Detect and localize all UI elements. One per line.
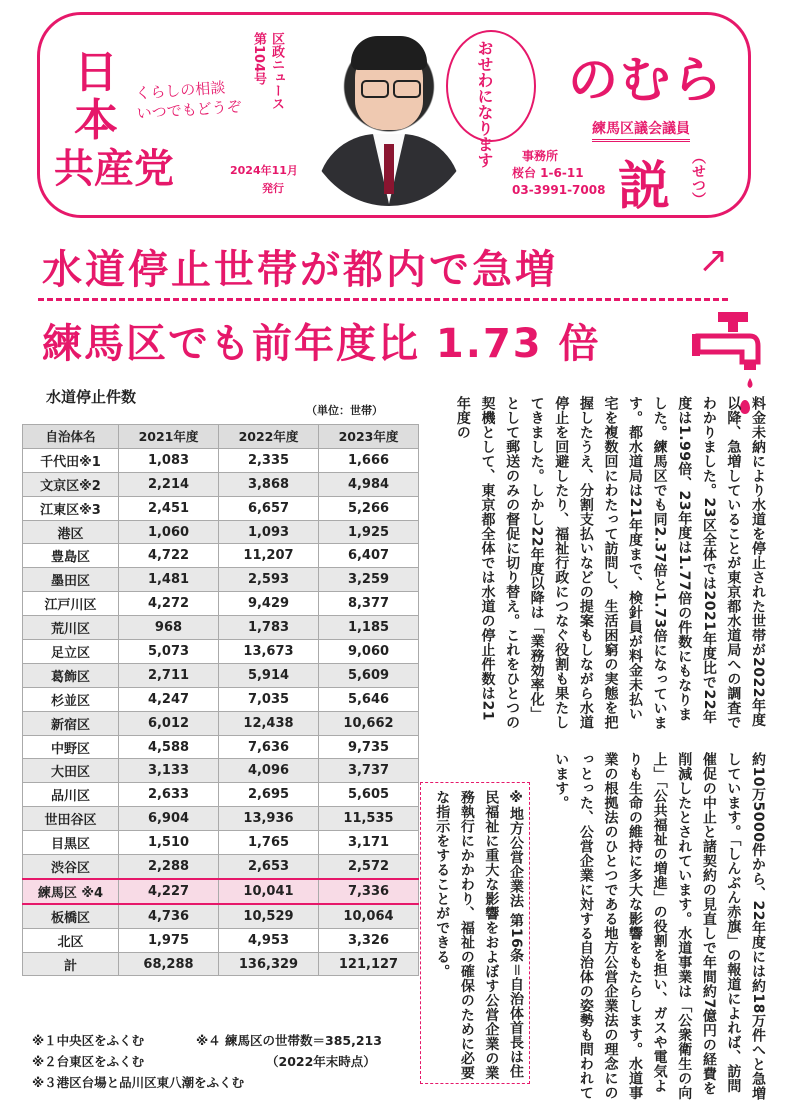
municipality-cell: 大田区 (23, 759, 119, 783)
table-row (23, 735, 419, 759)
municipality-cell: 杉並区 (23, 687, 119, 711)
party-logo (54, 47, 174, 192)
col-header: 2021年度 (119, 425, 219, 449)
water-stop-table (22, 424, 419, 976)
article-body-2: 約10万5000件から、22年度には約18万件へと急増しています。「しんぶん赤旗」の報道によれば、訪問催促の中止と諸契約の見直しで年間約7億円の経費を削減したとされています。水道事業は「公衆衛生の向上」「公共福祉の増進」の役割を担い、ガスや電気よりも生命の維持に多大な影響をもたらします。水道事業の根拠法のひとつである地方公営企業法の理念にのっとった、公営企業に対する自治体の姿勢も問われています。 (553, 752, 766, 1101)
count-cell: 2,711 (119, 663, 219, 687)
count-cell: 4,588 (119, 735, 219, 759)
count-cell: 2,633 (119, 783, 219, 807)
law-note-text: ※地方公営企業法 第16条＝自治体首長は住民福祉に重大な影響をおよぼす公営企業の業務執行にかかわり、福祉の確保のために必要な指示をすることができる。 (434, 790, 524, 1080)
party-char-1: 日 (74, 47, 118, 98)
office-phone: 03-3991-7008 (512, 183, 606, 197)
count-cell: 6,657 (219, 496, 319, 520)
count-cell: 5,073 (119, 640, 219, 664)
divider (38, 298, 728, 301)
count-cell: 4,953 (219, 928, 319, 952)
table-row (23, 592, 419, 616)
party-char-2: 本 (74, 95, 118, 146)
municipality-cell: 文京区※2 (23, 472, 119, 496)
count-cell: 2,288 (119, 855, 219, 879)
table-row (23, 687, 419, 711)
office-info (512, 148, 605, 199)
count-cell: 5,914 (219, 663, 319, 687)
note-4 (196, 1030, 382, 1072)
table-row (23, 616, 419, 640)
municipality-cell: 江東区※3 (23, 496, 119, 520)
count-cell: 7,336 (319, 879, 419, 904)
count-cell: 2,214 (119, 472, 219, 496)
count-cell: 1,481 (119, 568, 219, 592)
table-row (23, 544, 419, 568)
slogan-line-2: いつでもどうぞ (136, 97, 243, 123)
count-cell: 8,377 (319, 592, 419, 616)
count-cell: 3,171 (319, 831, 419, 855)
municipality-cell: 葛飾区 (23, 663, 119, 687)
municipality-cell: 墨田区 (23, 568, 119, 592)
count-cell: 1,666 (319, 448, 419, 472)
municipality-cell: 板橋区 (23, 904, 119, 928)
count-cell: 1,510 (119, 831, 219, 855)
count-cell: 3,259 (319, 568, 419, 592)
count-cell: 3,133 (119, 759, 219, 783)
count-cell: 2,695 (219, 783, 319, 807)
count-cell: 1,093 (219, 520, 319, 544)
article-body-1: 料金未納により水道を停止された世帯が2022年度以降、急増していることが東京都水道局への調査でわかりました。23区全体では2021年度比で22年度は1.99倍、23年度は1.77倍の件数にもなりました。練馬区でも同2.37倍と1.73倍になっています。都水道局は21年度まで、検針員が料金未払い宅を複数回にわたって訪問し、生活困窮の実態を把握したうえ、分割支払いなどの提案もしながら水道停止を回避したり、福祉行政につなぐ役割も果たしてきました。しかし22年度以降は「業務効率化」として郵送のみの督促に切り替え。これをひとつの契機として、東京都全体では水道の停止件数は21年度の (454, 396, 766, 731)
count-cell: 68,288 (119, 952, 219, 976)
table-row (23, 568, 419, 592)
table-row (23, 831, 419, 855)
count-cell: 5,609 (319, 663, 419, 687)
headline-1: 水道停止世帯が都内で急増 (42, 247, 558, 293)
note-4-date: （2022年末時点） (266, 1054, 376, 1069)
col-header: 自治体名 (23, 425, 119, 449)
news-title (245, 32, 285, 110)
municipality-cell: 新宿区 (23, 711, 119, 735)
arrow-up-icon: ↗ (698, 240, 729, 281)
count-cell: 2,451 (119, 496, 219, 520)
count-cell: 2,572 (319, 855, 419, 879)
table-row (23, 904, 419, 928)
municipality-cell: 港区 (23, 520, 119, 544)
table-title: 水道停止件数 (46, 388, 137, 406)
count-cell: 3,737 (319, 759, 419, 783)
table-row (23, 472, 419, 496)
count-cell: 5,266 (319, 496, 419, 520)
municipality-cell: 足立区 (23, 640, 119, 664)
count-cell: 11,535 (319, 807, 419, 831)
count-cell: 9,060 (319, 640, 419, 664)
count-cell: 2,593 (219, 568, 319, 592)
table-row (23, 928, 419, 952)
count-cell: 1,060 (119, 520, 219, 544)
table-row (23, 879, 419, 904)
table-row (23, 807, 419, 831)
slogan-line-1: くらしの相談 (134, 78, 226, 103)
count-cell: 9,735 (319, 735, 419, 759)
table-row (23, 448, 419, 472)
table-row (23, 759, 419, 783)
count-cell: 10,064 (319, 904, 419, 928)
name-ruby: （せつ） (690, 150, 706, 206)
name-top: のむら (568, 51, 724, 109)
count-cell: 4,227 (119, 879, 219, 904)
issue-number: 第104号 (251, 32, 266, 86)
table-unit: （単位：世帯） (306, 404, 383, 417)
speech-bubble-text: おせわになります (475, 40, 494, 168)
table-row (23, 783, 419, 807)
party-char-3: 共産党 (54, 146, 174, 192)
municipality-cell: 練馬区 ※4 (23, 879, 119, 904)
headline-2: 練馬区でも前年度比 1.73 倍 (42, 321, 601, 367)
count-cell: 1,783 (219, 616, 319, 640)
col-header: 2022年度 (219, 425, 319, 449)
faucet-icon (690, 300, 762, 410)
note-3: ※３港区台場と品川区東八潮をふくむ (32, 1075, 245, 1090)
count-cell: 121,127 (319, 952, 419, 976)
councilor-photo (303, 22, 475, 206)
count-cell: 6,012 (119, 711, 219, 735)
count-cell: 10,662 (319, 711, 419, 735)
table-header-row (23, 425, 419, 449)
count-cell: 1,765 (219, 831, 319, 855)
issue-date-suffix: 発行 (262, 182, 284, 195)
count-cell: 11,207 (219, 544, 319, 568)
count-cell: 4,272 (119, 592, 219, 616)
municipality-cell: 豊島区 (23, 544, 119, 568)
count-cell: 1,975 (119, 928, 219, 952)
table-row (23, 496, 419, 520)
role-title: 練馬区議会議員 (592, 118, 690, 142)
municipality-cell: 渋谷区 (23, 855, 119, 879)
count-cell: 5,605 (319, 783, 419, 807)
office-label: 事務所 (522, 149, 559, 163)
count-cell: 13,673 (219, 640, 319, 664)
count-cell: 6,407 (319, 544, 419, 568)
note-1: ※１中央区をふくむ (32, 1033, 145, 1048)
count-cell: 3,868 (219, 472, 319, 496)
municipality-cell: 中野区 (23, 735, 119, 759)
count-cell: 4,984 (319, 472, 419, 496)
count-cell: 1,925 (319, 520, 419, 544)
count-cell: 136,329 (219, 952, 319, 976)
municipality-cell: 目黒区 (23, 831, 119, 855)
count-cell: 2,335 (219, 448, 319, 472)
count-cell: 1,185 (319, 616, 419, 640)
table-row (23, 520, 419, 544)
news-title-text: 区政ニュース (269, 32, 284, 110)
count-cell: 4,247 (119, 687, 219, 711)
table-row (23, 855, 419, 879)
count-cell: 1,083 (119, 448, 219, 472)
municipality-cell: 北区 (23, 928, 119, 952)
count-cell: 12,438 (219, 711, 319, 735)
note-4-text: ※４ 練馬区の世帯数＝385,213 (196, 1033, 382, 1048)
count-cell: 10,041 (219, 879, 319, 904)
municipality-cell: 計 (23, 952, 119, 976)
count-cell: 4,096 (219, 759, 319, 783)
count-cell: 968 (119, 616, 219, 640)
slogan (135, 76, 243, 123)
count-cell: 4,736 (119, 904, 219, 928)
table-row (23, 711, 419, 735)
count-cell: 7,636 (219, 735, 319, 759)
name-bottom: 説 (618, 157, 671, 217)
municipality-cell: 江戸川区 (23, 592, 119, 616)
municipality-cell: 荒川区 (23, 616, 119, 640)
table-row (23, 663, 419, 687)
municipality-cell: 品川区 (23, 783, 119, 807)
count-cell: 13,936 (219, 807, 319, 831)
issue-date: 2024年11月 (230, 164, 298, 177)
municipality-cell: 千代田※1 (23, 448, 119, 472)
count-cell: 9,429 (219, 592, 319, 616)
count-cell: 4,722 (119, 544, 219, 568)
table-row (23, 952, 419, 976)
count-cell: 6,904 (119, 807, 219, 831)
count-cell: 10,529 (219, 904, 319, 928)
office-address: 桜台 1-6-11 (512, 166, 584, 180)
count-cell: 7,035 (219, 687, 319, 711)
count-cell: 3,326 (319, 928, 419, 952)
count-cell: 2,653 (219, 855, 319, 879)
count-cell: 5,646 (319, 687, 419, 711)
table-row (23, 640, 419, 664)
col-header: 2023年度 (319, 425, 419, 449)
municipality-cell: 世田谷区 (23, 807, 119, 831)
note-2: ※２台東区をふくむ (32, 1054, 145, 1069)
